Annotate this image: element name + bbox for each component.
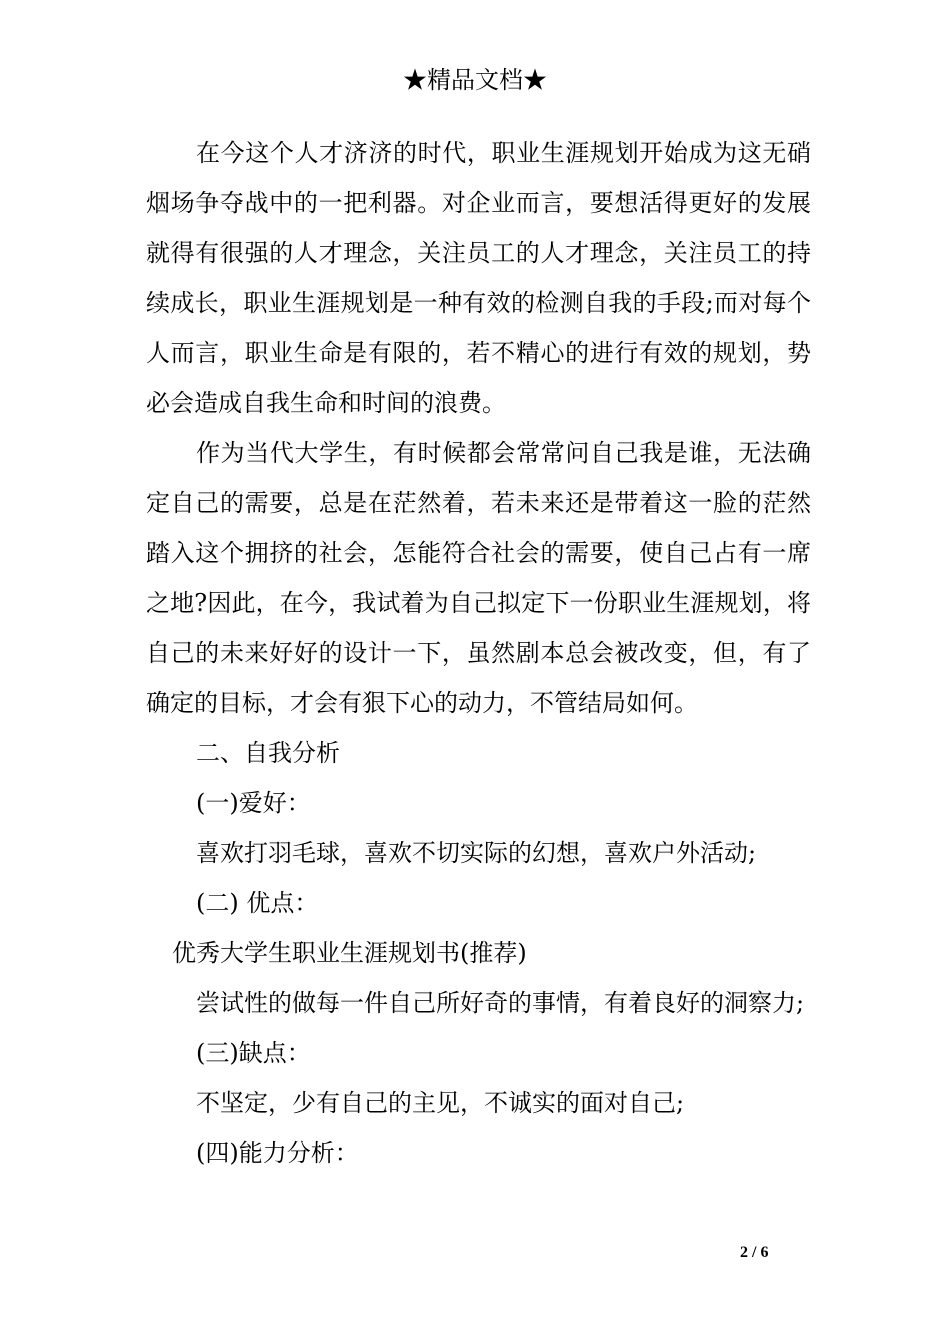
subheading-ability-analysis: (四)能力分析： — [196, 1139, 359, 1167]
paragraph-self-question: 作为当代大学生，有时候都会常常问自己我是谁，无法确定自己的需要，总是在茫然着，若未来还是带着这一脸的茫然踏入这个拥挤的社会，怎能符合社会的需要，使自己占有一席之地?因此，在今，我试着为自己拟定下一份职业生涯规划，将自己的未来好好的设计一下，虽然剧本总会被改变，但，有了确定的目标，才会有狠下心的动力，不管结局如何。 — [146, 439, 811, 717]
document-title-line: 优秀大学生职业生涯规划书(推荐) — [172, 939, 527, 967]
paragraph-strengths: 尝试性的做每一件自己所好奇的事情，有着良好的洞察力; — [196, 989, 805, 1017]
page-header: ★精品文档★ — [403, 66, 547, 94]
subheading-hobbies: (一)爱好： — [196, 789, 311, 817]
paragraph-hobbies: 喜欢打羽毛球，喜欢不切实际的幻想，喜欢户外活动; — [196, 839, 757, 867]
section-heading-self-analysis: 二、自我分析 — [196, 739, 340, 767]
paragraph-weaknesses: 不坚定，少有自己的主见，不诚实的面对自己; — [196, 1089, 685, 1117]
subheading-weaknesses: (三)缺点： — [196, 1039, 311, 1067]
paragraph-intro: 在今这个人才济济的时代，职业生涯规划开始成为这无硝烟场争夺战中的一把利器。对企业而言，要想活得更好的发展就得有很强的人才理念，关注员工的人才理念，关注员工的持续成长，职业生涯规划是一种有效的检测自我的手段;而对每个人而言，职业生命是有限的，若不精心的进行有效的规划，势必会造成自我生命和时间的浪费。 — [146, 139, 811, 417]
subheading-strengths: (二) 优点： — [196, 889, 319, 917]
document-body — [146, 128, 811, 1178]
page-number: 2 / 6 — [740, 1244, 769, 1261]
